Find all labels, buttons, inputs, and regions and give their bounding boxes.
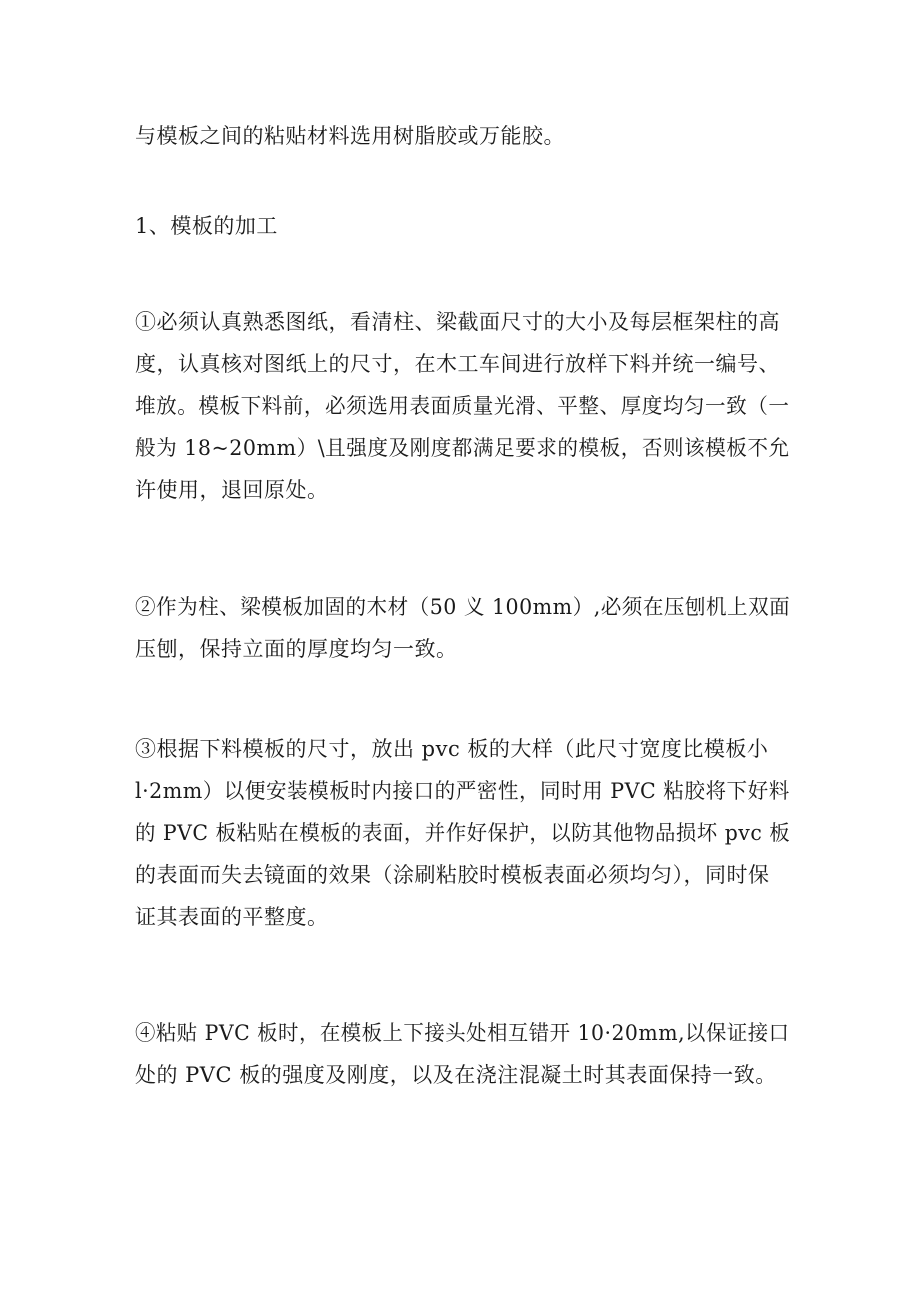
heading-text: 1、模板的加工: [135, 214, 278, 238]
text-line: ②作为柱、梁模板加固的木材（50 义 100mm）,必须在压刨机上双面: [135, 595, 791, 619]
text-line: 度，认真核对图纸上的尺寸，在木工车间进行放样下料并统一编号、: [135, 352, 780, 376]
paragraph-item-4: [135, 1012, 790, 1096]
paragraph-adhesive-material: [135, 115, 790, 157]
text-line: 处的 PVC 板的强度及刚度，以及在浇注混凝土时其表面保持一致。: [135, 1063, 777, 1087]
text-line: 的 PVC 板粘贴在模板的表面，并作好保护，以防其他物品损坏 pvc 板: [135, 821, 791, 845]
text-line: 证其表面的平整度。: [135, 905, 329, 929]
text-line: ④粘贴 PVC 板时，在模板上下接头处相互错开 10·20mm,以保证接口: [135, 1021, 790, 1045]
text-line: ①必须认真熟悉图纸，看清柱、梁截面尺寸的大小及每层框架柱的高: [135, 310, 780, 334]
text-line: ③根据下料模板的尺寸，放出 pvc 板的大样（此尺寸宽度比模板小: [135, 737, 769, 761]
text-line: 许使用，退回原处。: [135, 478, 329, 502]
text-line: 压刨，保持立面的厚度均匀一致。: [135, 637, 458, 661]
text-line: 般为 18~20mm）\且强度及刚度都满足要求的模板，否则该模板不允: [135, 436, 790, 460]
text-line: 与模板之间的粘贴材料选用树脂胶或万能胶。: [135, 124, 565, 148]
paragraph-item-3: [135, 728, 790, 938]
section-heading-formwork-processing: [135, 205, 790, 247]
paragraph-item-2: [135, 586, 790, 670]
text-line: l·2mm）以便安装模板时内接口的严密性，同时用 PVC 粘胶将下好料: [135, 779, 790, 803]
text-line: 的表面而失去镜面的效果（涂刷粘胶时模板表面必须均匀），同时保: [135, 863, 770, 887]
text-line: 堆放。模板下料前，必须选用表面质量光滑、平整、厚度均匀一致（一: [135, 394, 790, 418]
paragraph-item-1: [135, 301, 790, 511]
